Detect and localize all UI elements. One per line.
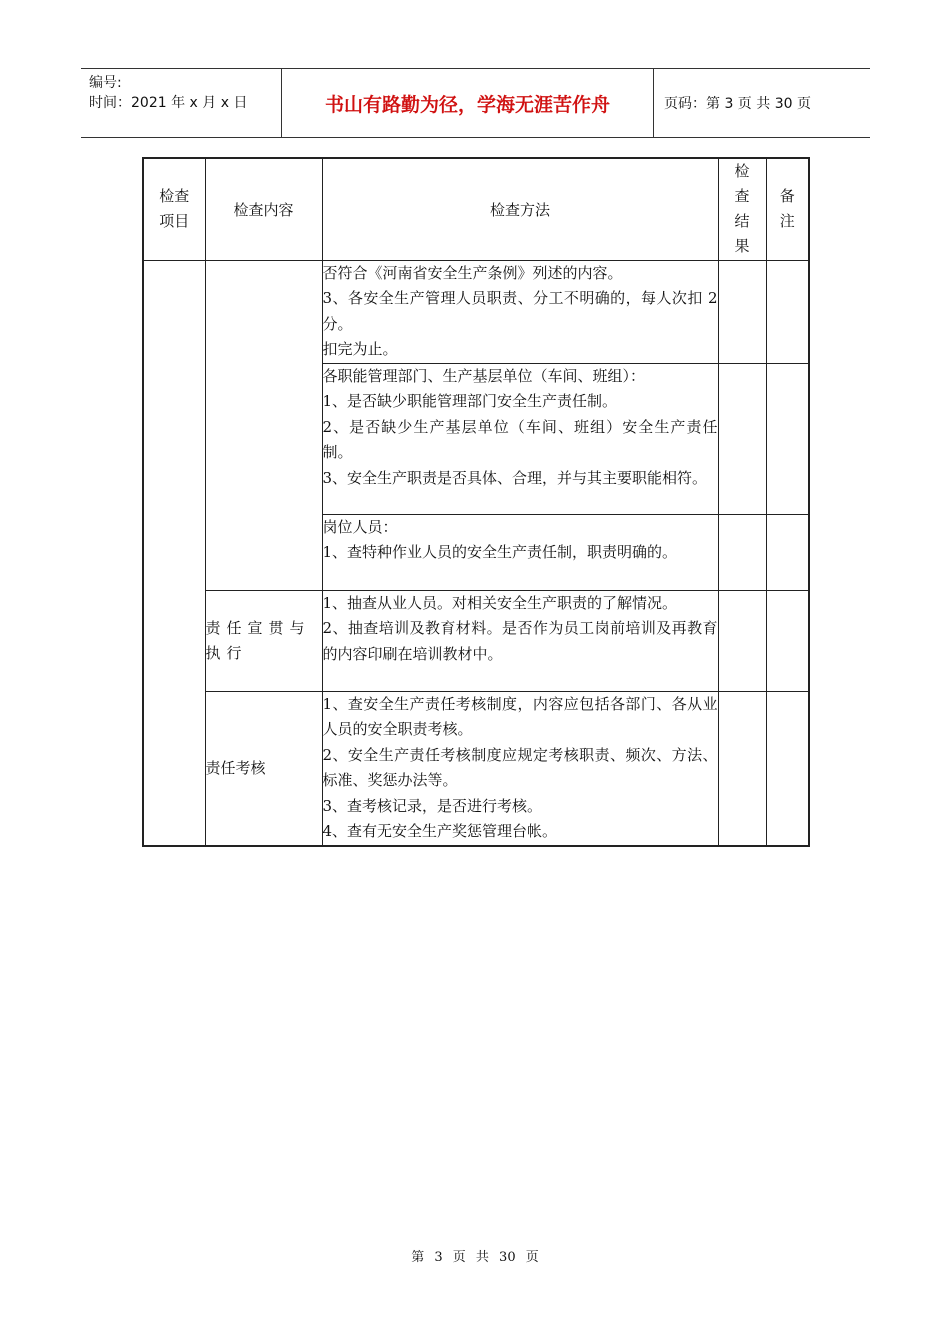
method-cell: 岗位人员： 1、查特种作业人员的安全生产责任制，职责明确的。 bbox=[322, 514, 718, 590]
table-row bbox=[143, 260, 809, 363]
header-page-info: 页码：第 3 页 共 30 页 bbox=[664, 96, 811, 112]
header-remark: 备 注 bbox=[766, 158, 809, 260]
page-header bbox=[81, 68, 870, 138]
table-row bbox=[143, 590, 809, 691]
table-row bbox=[143, 691, 809, 846]
content-cell bbox=[205, 260, 322, 590]
header-divider bbox=[653, 69, 654, 137]
item-cell bbox=[143, 260, 205, 846]
table-header-row bbox=[143, 158, 809, 260]
content-cell: 责任考核 bbox=[205, 691, 322, 846]
result-cell bbox=[718, 363, 766, 514]
remark-cell bbox=[766, 691, 809, 846]
page-footer: 第 3 页 共 30 页 bbox=[411, 1250, 539, 1265]
remark-cell bbox=[766, 590, 809, 691]
result-cell bbox=[718, 691, 766, 846]
method-cell: 1、查安全生产责任考核制度，内容应包括各部门、各从业人员的安全职责考核。 2、安全生产责任考核制度应规定考核职责、频次、方法、标准、奖惩办法等。 3、查考核记录，是否进行考核。 4、查有无安全生产奖惩管理台帐。 bbox=[322, 691, 718, 846]
result-cell bbox=[718, 260, 766, 363]
result-cell bbox=[718, 514, 766, 590]
remark-cell bbox=[766, 363, 809, 514]
content-cell: 责任宣贯与执行 bbox=[205, 590, 322, 691]
remark-cell bbox=[766, 260, 809, 363]
number-label: 编号: bbox=[89, 75, 122, 91]
date-label: 时间：2021 年 x 月 x 日 bbox=[89, 95, 248, 111]
header-meta bbox=[81, 69, 281, 137]
header-result: 检 查 结 果 bbox=[718, 158, 766, 260]
remark-cell bbox=[766, 514, 809, 590]
header-item: 检查 项目 bbox=[143, 158, 205, 260]
header-content: 检查内容 bbox=[205, 158, 322, 260]
inspection-table bbox=[142, 157, 810, 847]
header-motto: 书山有路勤为径，学海无涯苦作舟 bbox=[324, 93, 610, 116]
method-cell: 1、抽查从业人员。对相关安全生产职责的了解情况。 2、抽查培训及教育材料。是否作为员工岗前培训及再教育的内容印刷在培训教材中。 bbox=[322, 590, 718, 691]
header-method: 检查方法 bbox=[322, 158, 718, 260]
result-cell bbox=[718, 590, 766, 691]
method-cell: 否符合《河南省安全生产条例》列述的内容。 3、各安全生产管理人员职责、分工不明确的，每人次扣 2 分。 扣完为止。 bbox=[322, 260, 718, 363]
method-cell: 各职能管理部门、生产基层单位（车间、班组）： 1、是否缺少职能管理部门安全生产责任制。 2、是否缺少生产基层单位（车间、班组）安全生产责任制。 3、安全生产职责是否具体、合理，并与其主要职能相符。 bbox=[322, 363, 718, 514]
